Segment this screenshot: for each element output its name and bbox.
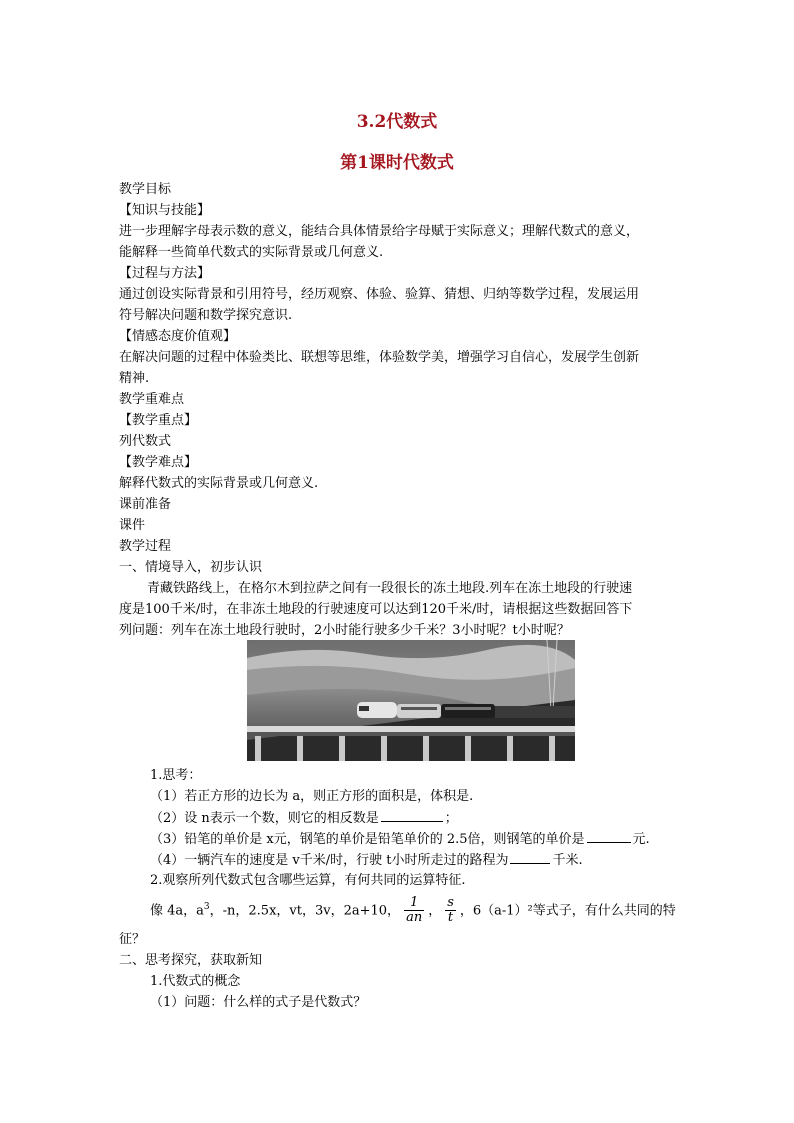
think-heading: 1.思考： <box>150 768 202 783</box>
text-preparation: 课件 <box>119 518 146 533</box>
expression-list: 像 4a，$a^3$，-n，2.5x，vt，3v，2a+10， $\frac{1}{an}$ ， $\frac{s}{t}$ ，6（a-1）²等式子，有什么共同的特 <box>150 895 676 926</box>
heading-preparation: 课前准备 <box>119 497 172 512</box>
text-knowledge-2: 能解释一些简单代数式的实际背景或几何意义. <box>119 245 384 260</box>
text-attitude-1: 在解决问题的过程中体验类比、联想等思维，体验数学美，增强学习自信心，发展学生创新 <box>119 350 640 365</box>
heading-section-1: 一、情境导入，初步认识 <box>119 560 263 575</box>
lesson-subtitle: 第1课时代数式 <box>340 153 454 173</box>
heading-process: 【过程与方法】 <box>119 266 211 281</box>
answer-blank-3[interactable] <box>587 829 631 843</box>
question-2: （2）设 n表示一个数，则它的相反数是 ； <box>150 808 458 829</box>
question-1: （1）若正方形的边长为 a，则正方形的面积是，体积是. <box>150 789 474 804</box>
concept-question: （1）问题：什么样的式子是代数式？ <box>150 995 367 1010</box>
text-intro-1: 青藏铁路线上，在格尔木到拉萨之间有一段很长的冻土地段.列车在冻土地段的行驶速 <box>147 581 633 596</box>
heading-objectives: 教学目标 <box>119 182 172 197</box>
heading-teaching-process: 教学过程 <box>119 539 172 554</box>
text-process-1: 通过创设实际背景和引用符号，经历观察、体验、验算、猜想、归纳等数学过程，发展运用 <box>119 287 640 302</box>
heading-knowledge: 【知识与技能】 <box>119 203 211 218</box>
observe-question: 2.观察所列代数式包含哪些运算，有何共同的运算特征. <box>150 873 466 888</box>
fraction-s-over-t: $\frac{s}{t}$ <box>447 895 454 926</box>
concept-heading: 1.代数式的概念 <box>150 974 241 989</box>
heading-difficulty: 【教学难点】 <box>119 455 198 470</box>
text-difficulty: 解释代数式的实际背景或几何意义. <box>119 476 319 491</box>
text-knowledge-1: 进一步理解字母表示数的意义，能结合具体情景给字母赋于实际意义；理解代数式的意义， <box>119 224 640 239</box>
text-focus: 列代数式 <box>119 434 172 449</box>
fraction-1-over-an: $\frac{1}{an}$ <box>406 895 423 926</box>
text-process-2: 符号解决问题和数学探究意识. <box>119 308 293 323</box>
text-attitude-2: 精神. <box>119 371 150 386</box>
heading-section-2: 二、思考探究，获取新知 <box>119 953 263 968</box>
answer-blank-2[interactable] <box>381 808 443 822</box>
heading-key-points: 教学重难点 <box>119 392 185 407</box>
text-intro-2: 度是100千米/时，在非冻土地段的行驶速度可以达到120千米/时，请根据这些数据回答下 <box>119 602 633 617</box>
lesson-title: 3.2代数式 <box>356 112 438 132</box>
question-3: （3）铅笔的单价是 x元，钢笔的单价是铅笔单价的 2.5倍，则钢笔的单价是 元. <box>150 829 650 850</box>
train-photo <box>247 640 575 761</box>
question-4: （4）一辆汽车的速度是 v千米/时，行驶 t小时所走过的路程为 千米. <box>150 850 583 871</box>
heading-attitude: 【情感态度价值观】 <box>119 329 237 344</box>
expression-list-end: 征？ <box>119 932 146 947</box>
text-intro-3: 列问题：列车在冻土地段行驶时，2小时能行驶多少千米？3小时呢？t小时呢？ <box>119 623 570 638</box>
answer-blank-4[interactable] <box>510 850 550 864</box>
heading-focus: 【教学重点】 <box>119 413 198 428</box>
